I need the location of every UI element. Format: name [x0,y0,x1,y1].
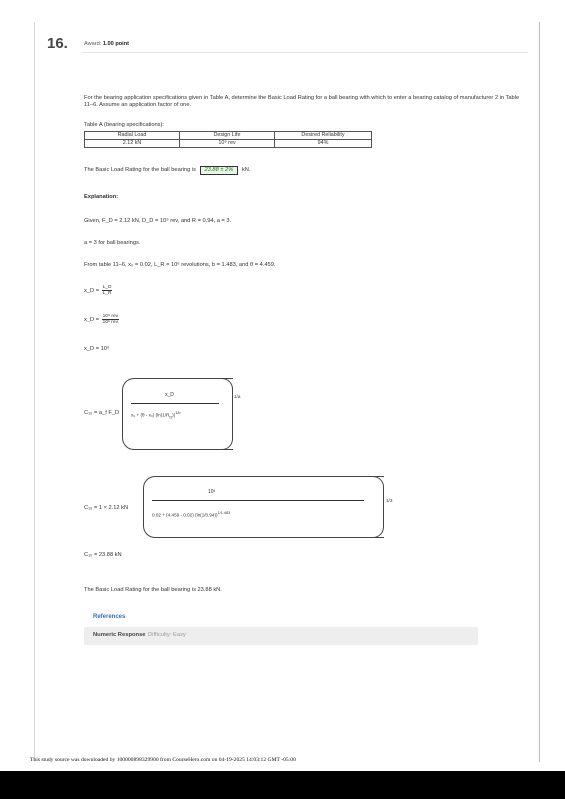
page-right-border [539,22,540,762]
question-number: 16. [47,35,68,52]
table-header: Design Life [180,132,275,140]
table-cell: 10⁹ rev [180,140,275,148]
difficulty-label: Difficulty: Easy [148,632,186,638]
fraction-bar [131,403,219,404]
answer-line: The Basic Load Rating for the ball bearing is 23.88 ± 2% kN. [84,167,251,173]
award-line: Award: 1.00 point [84,41,129,47]
equation-xd-result: x_D = 10³ [84,346,109,352]
bottom-black-bar [0,771,565,799]
award-value: 1.00 point [102,41,129,47]
table-cell: 94% [275,140,372,148]
left-paren [143,476,384,538]
table-header-row [85,132,372,140]
table-header: Desired Reliability [275,132,372,140]
download-footer: This study source was downloaded by 100000898329900 from CourseHero.com on 04-19-2025 14:03:12 GMT -05:00 [30,757,296,763]
given-line: Given, F_D = 2.12 kN, D_D = 10⁹ rev, and R = 0.94, a = 3. [84,218,232,224]
table-header: Radial Load [85,132,180,140]
explanation-heading: Explanation: [84,194,119,200]
equation-c10-result: C₁₀ = 23.88 kN [84,552,122,558]
equation-c10-sub-num: 10³ [208,489,216,495]
table-cell: 2.12 kN [85,140,180,148]
table-note: From table 11–6, x₀ = 0.02, L_R = 10⁶ revolutions, b = 1.483, and θ = 4.459. [84,262,276,268]
right-paren [222,378,233,450]
equation-xd-values: x_D = $\frac{\text{10⁹ rev}}{\text{10⁶ rev}}$ [84,314,119,325]
equation-c10-den: x₀ + (θ - x₀) $(\ln(1/R_D))^{1/b}$ [131,411,181,420]
page-left-border [34,22,35,762]
table-row [85,140,372,148]
equation-c10-lhs: C₁₀ = a_f F_D [84,410,120,416]
equation-c10-sub-den: 0.02 + (4.459 - 0.02) $(\ln(1/0.94))^{1/1.483}$ [152,511,231,518]
right-paren [373,476,384,538]
response-type: Numeric Response [93,632,146,638]
header-divider [82,52,528,53]
a-note: a = 3 for ball bearings. [84,240,141,246]
answer-field[interactable]: 23.88 ± 2% [200,166,239,175]
equation-c10-sub-lhs: C₁₀ = 1 × 2.12 kN [84,505,129,511]
equation-c10-num: x_D [165,392,174,398]
question-prompt: For the bearing application specifications given in Table A, determine the Basic Load Rating for a ball bearing with which to enter a bearing catalog of manufacturer 2 in Table 11–6. Assume an application factor of one. [84,95,520,108]
fraction-bar [152,500,364,501]
conclusion: The Basic Load Rating for the ball bearing is 23.88 kN. [84,587,222,593]
equation-xd-ratio: x_D = $\frac{L\_D}{L\_R}$ [84,285,112,296]
references-link[interactable]: References [93,614,126,620]
spec-table [84,131,372,148]
equation-c10-exponent: 1/a [234,394,241,399]
equation-c10-sub-exponent: 1/3 [386,498,393,503]
table-caption: Table A (bearing specifications): [84,122,164,128]
